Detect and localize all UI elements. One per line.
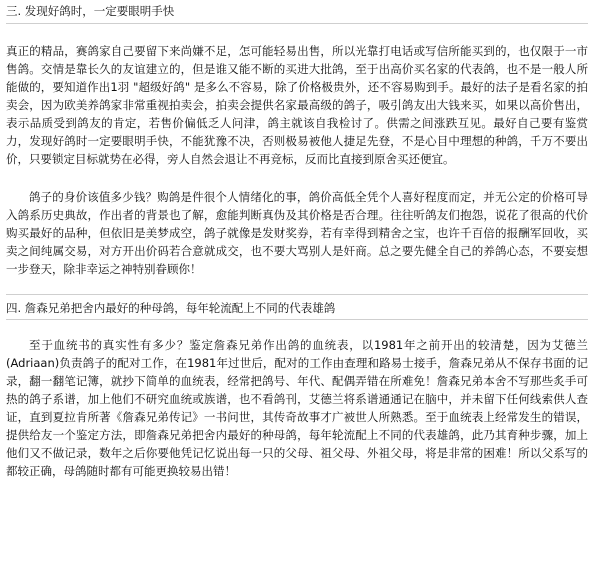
divider [6,294,588,295]
section-heading-4: 四. 詹森兄弟把舍内最好的种母鸽，每年轮流配上不同的代表雄鸽 [6,301,336,315]
paragraph: 鸽子的身价该值多少钱？购鸽是件很个人情绪化的事，鸽价高低全凭个人喜好程度而定，并无公定的价格可导入鸽系历史典故，作出者的背景也了解，愈能判断真伪及其价格是否合理。往往听鸽友们抱怨，说花了很高的代价购买最好的品种，但依旧是美梦成空，鸽子就像是发财奖券，若有幸得到精舍之宝，也许千百倍的报酬军回收，买卖之间纯属交易，对方开出价码若合意就成交，也不要大骂别人是奸商。总之要先健全自己的养鸽心态，不要妄想一步登天，除非幸运之神特别眷顾你！ [6,190,588,276]
paragraph: 真正的精品，赛鸽家自己要留下来尚嫌不足，怎可能轻易出售，所以光靠打电话或写信所能买到的，也仅限于一市售鸽。交情是靠长久的友谊建立的，但是谁又能不断的买进大批鸽，至于出高价买名家的代表鸽，也不是一般人所能做的，要知道作出1羽 "超级好鸽" 是多么不容易，除了价格极贵外，还不容易购到手。最好的法子是看名家的拍卖会，因为欧美养鸽家非常重视拍卖会，拍卖会提供名家最高级的鸽子，吸引鸽友出大钱来买，如果以高价售出，表示品质受到鸽友的肯定，若售价偏低乏人问津，鸽主就该自我检讨了。供需之间涨跌互见。最好自己要有鉴赏力，发现好鸽时一定要眼明手快，不能犹豫不决，否则极易被他人捷足先登，不是心目中理想的种鸽，千万不要出价，只要锁定目标就势在必得，旁人自然会退让不再竞标，反而比直接到原舍买还便宜。 [6,44,588,166]
divider [6,319,588,320]
divider [6,23,588,24]
paragraph: 至于血统书的真实性有多少？鉴定詹森兄弟作出鸽的血统表，以1981年之前开出的较清楚，因为艾德兰(Adriaan)负责鸽子的配对工作，在1981年过世后，配对的工作由查理和路易士接手，詹森兄弟从不保存书面的记录，翻一翻笔记簿，就抄下简单的血统表，经常把鸽号、年代、配偶弄错在所难免！詹森兄弟本舍不写那些炙手可热的鸽子系谱，加上他们不研究血统或族谱，也不看鸽刊，艾德兰将系谱通通记在脑中，并未留下任何线索供人查证，直到夏拉肯所著《詹森兄弟传记》一书问世，其传奇故事才广被世人所熟悉。至于血统表上经常发生的错误，提供给友一个鉴定方法，即詹森兄弟把舍内最好的种母鸽，每年轮流配上不同的代表雄鸽，此乃其育种步骤，加上他们又不做记录，数年之后你要他凭记忆说出每一只的父母、祖父母、外祖父母，将是非常的困难！所以父系写的都较正确，母鸽随时都有可能更换较易出错！ [6,338,588,478]
article-page [0,1,596,567]
section-heading-3: 三. 发现好鸽时，一定要眼明手快 [6,4,175,18]
